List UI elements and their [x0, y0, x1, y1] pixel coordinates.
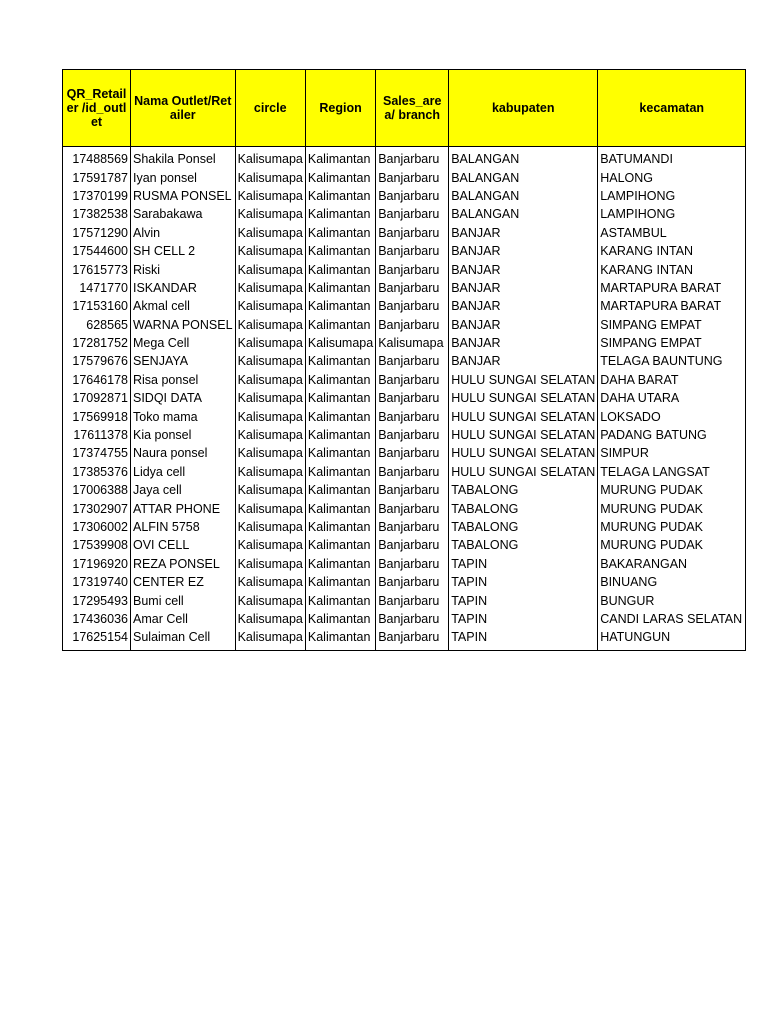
col-header-region: Region — [305, 70, 375, 147]
outlet-name-cell: Akmal cell — [131, 297, 236, 315]
qr-retailer-cell: 17591787 — [63, 168, 131, 186]
region-cell: Kalimantan — [305, 260, 375, 278]
table-row — [63, 518, 746, 536]
kecamatan-cell: MURUNG PUDAK — [598, 518, 746, 536]
table-row — [63, 297, 746, 315]
table-row — [63, 187, 746, 205]
sales-area-cell: Kalisumapa — [376, 334, 449, 352]
outlet-name-cell: Riski — [131, 260, 236, 278]
circle-cell: Kalisumapa — [235, 279, 305, 297]
region-cell: Kalimantan — [305, 242, 375, 260]
kecamatan-cell: DAHA BARAT — [598, 371, 746, 389]
kabupaten-cell: TABALONG — [449, 518, 598, 536]
header-row — [63, 70, 746, 147]
kecamatan-cell: MARTAPURA BARAT — [598, 279, 746, 297]
sales-area-cell: Banjarbaru — [376, 463, 449, 481]
circle-cell: Kalisumapa — [235, 407, 305, 425]
region-cell: Kalimantan — [305, 279, 375, 297]
sales-area-cell: Banjarbaru — [376, 628, 449, 651]
kabupaten-cell: TAPIN — [449, 591, 598, 609]
kabupaten-cell: TAPIN — [449, 555, 598, 573]
qr-retailer-cell: 17579676 — [63, 352, 131, 370]
sales-area-cell: Banjarbaru — [376, 297, 449, 315]
outlet-name-cell: Toko mama — [131, 407, 236, 425]
qr-retailer-cell: 17382538 — [63, 205, 131, 223]
kecamatan-cell: ASTAMBUL — [598, 224, 746, 242]
kabupaten-cell: TABALONG — [449, 481, 598, 499]
circle-cell: Kalisumapa — [235, 444, 305, 462]
table-row — [63, 463, 746, 481]
col-header-nama-outlet: Nama Outlet/Retailer — [131, 70, 236, 147]
sales-area-cell: Banjarbaru — [376, 224, 449, 242]
qr-retailer-cell: 17646178 — [63, 371, 131, 389]
qr-retailer-cell: 17571290 — [63, 224, 131, 242]
region-cell: Kalimantan — [305, 389, 375, 407]
table-row — [63, 168, 746, 186]
kabupaten-cell: TABALONG — [449, 536, 598, 554]
qr-retailer-cell: 17611378 — [63, 426, 131, 444]
kecamatan-cell: SIMPANG EMPAT — [598, 334, 746, 352]
sales-area-cell: Banjarbaru — [376, 591, 449, 609]
circle-cell: Kalisumapa — [235, 591, 305, 609]
kecamatan-cell: KARANG INTAN — [598, 242, 746, 260]
qr-retailer-cell: 17153160 — [63, 297, 131, 315]
region-cell: Kalimantan — [305, 573, 375, 591]
outlet-name-cell: SENJAYA — [131, 352, 236, 370]
sales-area-cell: Banjarbaru — [376, 573, 449, 591]
region-cell: Kalimantan — [305, 316, 375, 334]
outlet-name-cell: Lidya cell — [131, 463, 236, 481]
kabupaten-cell: HULU SUNGAI SELATAN — [449, 407, 598, 425]
sales-area-cell: Banjarbaru — [376, 426, 449, 444]
circle-cell: Kalisumapa — [235, 610, 305, 628]
kabupaten-cell: TABALONG — [449, 499, 598, 517]
outlet-name-cell: Iyan ponsel — [131, 168, 236, 186]
region-cell: Kalimantan — [305, 610, 375, 628]
kabupaten-cell: BANJAR — [449, 279, 598, 297]
circle-cell: Kalisumapa — [235, 224, 305, 242]
table-row — [63, 150, 746, 168]
qr-retailer-cell: 17281752 — [63, 334, 131, 352]
outlet-name-cell: Amar Cell — [131, 610, 236, 628]
sales-area-cell: Banjarbaru — [376, 389, 449, 407]
kecamatan-cell: BUNGUR — [598, 591, 746, 609]
region-cell: Kalimantan — [305, 536, 375, 554]
circle-cell: Kalisumapa — [235, 316, 305, 334]
qr-retailer-cell: 17625154 — [63, 628, 131, 651]
table-row — [63, 316, 746, 334]
table-row — [63, 224, 746, 242]
region-cell: Kalimantan — [305, 499, 375, 517]
qr-retailer-cell: 17295493 — [63, 591, 131, 609]
kabupaten-cell: HULU SUNGAI SELATAN — [449, 389, 598, 407]
kabupaten-cell: TAPIN — [449, 628, 598, 651]
sales-area-cell: Banjarbaru — [376, 205, 449, 223]
outlet-name-cell: Naura ponsel — [131, 444, 236, 462]
table-row — [63, 481, 746, 499]
outlet-name-cell: OVI CELL — [131, 536, 236, 554]
qr-retailer-cell: 1471770 — [63, 279, 131, 297]
table-row — [63, 499, 746, 517]
col-header-kabupaten: kabupaten — [449, 70, 598, 147]
kecamatan-cell: LAMPIHONG — [598, 187, 746, 205]
circle-cell: Kalisumapa — [235, 518, 305, 536]
circle-cell: Kalisumapa — [235, 297, 305, 315]
kecamatan-cell: MURUNG PUDAK — [598, 536, 746, 554]
kabupaten-cell: BANJAR — [449, 334, 598, 352]
sales-area-cell: Banjarbaru — [376, 518, 449, 536]
kabupaten-cell: HULU SUNGAI SELATAN — [449, 371, 598, 389]
kabupaten-cell: BANJAR — [449, 224, 598, 242]
region-cell: Kalimantan — [305, 426, 375, 444]
kecamatan-cell: CANDI LARAS SELATAN — [598, 610, 746, 628]
sales-area-cell: Banjarbaru — [376, 371, 449, 389]
outlet-name-cell: SH CELL 2 — [131, 242, 236, 260]
sales-area-cell: Banjarbaru — [376, 316, 449, 334]
kecamatan-cell: PADANG BATUNG — [598, 426, 746, 444]
kecamatan-cell: BINUANG — [598, 573, 746, 591]
sales-area-cell: Banjarbaru — [376, 499, 449, 517]
kecamatan-cell: BATUMANDI — [598, 150, 746, 168]
region-cell: Kalimantan — [305, 187, 375, 205]
kabupaten-cell: BANJAR — [449, 316, 598, 334]
sales-area-cell: Banjarbaru — [376, 279, 449, 297]
table-row — [63, 555, 746, 573]
region-cell: Kalimantan — [305, 481, 375, 499]
region-cell: Kalimantan — [305, 224, 375, 242]
sales-area-cell: Banjarbaru — [376, 536, 449, 554]
circle-cell: Kalisumapa — [235, 463, 305, 481]
kabupaten-cell: TAPIN — [449, 573, 598, 591]
qr-retailer-cell: 17370199 — [63, 187, 131, 205]
kabupaten-cell: BALANGAN — [449, 168, 598, 186]
qr-retailer-cell: 17306002 — [63, 518, 131, 536]
kabupaten-cell: BALANGAN — [449, 150, 598, 168]
outlet-name-cell: Shakila Ponsel — [131, 150, 236, 168]
circle-cell: Kalisumapa — [235, 371, 305, 389]
qr-retailer-cell: 17092871 — [63, 389, 131, 407]
qr-retailer-cell: 17436036 — [63, 610, 131, 628]
outlet-name-cell: SIDQI DATA — [131, 389, 236, 407]
region-cell: Kalimantan — [305, 168, 375, 186]
kecamatan-cell: MURUNG PUDAK — [598, 499, 746, 517]
circle-cell: Kalisumapa — [235, 205, 305, 223]
region-cell: Kalimantan — [305, 150, 375, 168]
kabupaten-cell: BALANGAN — [449, 205, 598, 223]
kabupaten-cell: BANJAR — [449, 260, 598, 278]
kabupaten-cell: BANJAR — [449, 297, 598, 315]
region-cell: Kalimantan — [305, 205, 375, 223]
kabupaten-cell: HULU SUNGAI SELATAN — [449, 463, 598, 481]
table-row — [63, 536, 746, 554]
qr-retailer-cell: 17488569 — [63, 150, 131, 168]
kecamatan-cell: TELAGA LANGSAT — [598, 463, 746, 481]
circle-cell: Kalisumapa — [235, 389, 305, 407]
circle-cell: Kalisumapa — [235, 628, 305, 651]
kabupaten-cell: BANJAR — [449, 242, 598, 260]
sales-area-cell: Banjarbaru — [376, 481, 449, 499]
kabupaten-cell: HULU SUNGAI SELATAN — [449, 444, 598, 462]
table-row — [63, 242, 746, 260]
kabupaten-cell: HULU SUNGAI SELATAN — [449, 426, 598, 444]
outlet-name-cell: ISKANDAR — [131, 279, 236, 297]
circle-cell: Kalisumapa — [235, 150, 305, 168]
qr-retailer-cell: 17006388 — [63, 481, 131, 499]
table-row — [63, 407, 746, 425]
region-cell: Kalisumapa — [305, 334, 375, 352]
outlet-name-cell: ALFIN 5758 — [131, 518, 236, 536]
table-row — [63, 628, 746, 651]
kecamatan-cell: LAMPIHONG — [598, 205, 746, 223]
sales-area-cell: Banjarbaru — [376, 352, 449, 370]
outlet-name-cell: Alvin — [131, 224, 236, 242]
outlet-name-cell: ATTAR PHONE — [131, 499, 236, 517]
table-row — [63, 352, 746, 370]
outlet-name-cell: Risa ponsel — [131, 371, 236, 389]
circle-cell: Kalisumapa — [235, 168, 305, 186]
kecamatan-cell: DAHA UTARA — [598, 389, 746, 407]
qr-retailer-cell: 17569918 — [63, 407, 131, 425]
kabupaten-cell: TAPIN — [449, 610, 598, 628]
qr-retailer-cell: 17374755 — [63, 444, 131, 462]
table-row — [63, 573, 746, 591]
table-row — [63, 371, 746, 389]
kabupaten-cell: BANJAR — [449, 352, 598, 370]
outlet-name-cell: REZA PONSEL — [131, 555, 236, 573]
sales-area-cell: Banjarbaru — [376, 150, 449, 168]
region-cell: Kalimantan — [305, 591, 375, 609]
region-cell: Kalimantan — [305, 352, 375, 370]
table-row — [63, 279, 746, 297]
col-header-qr-retailer: QR_Retailer /id_outlet — [63, 70, 131, 147]
circle-cell: Kalisumapa — [235, 499, 305, 517]
sales-area-cell: Banjarbaru — [376, 555, 449, 573]
qr-retailer-cell: 17319740 — [63, 573, 131, 591]
region-cell: Kalimantan — [305, 555, 375, 573]
region-cell: Kalimantan — [305, 371, 375, 389]
table-row — [63, 426, 746, 444]
kecamatan-cell: SIMPUR — [598, 444, 746, 462]
sales-area-cell: Banjarbaru — [376, 168, 449, 186]
qr-retailer-cell: 17302907 — [63, 499, 131, 517]
qr-retailer-cell: 17385376 — [63, 463, 131, 481]
table-row — [63, 591, 746, 609]
circle-cell: Kalisumapa — [235, 573, 305, 591]
circle-cell: Kalisumapa — [235, 352, 305, 370]
qr-retailer-cell: 17196920 — [63, 555, 131, 573]
region-cell: Kalimantan — [305, 463, 375, 481]
outlet-name-cell: Bumi cell — [131, 591, 236, 609]
qr-retailer-cell: 17539908 — [63, 536, 131, 554]
col-header-kecamatan: kecamatan — [598, 70, 746, 147]
region-cell: Kalimantan — [305, 407, 375, 425]
circle-cell: Kalisumapa — [235, 260, 305, 278]
outlet-table — [62, 69, 746, 651]
kecamatan-cell: BAKARANGAN — [598, 555, 746, 573]
qr-retailer-cell: 17615773 — [63, 260, 131, 278]
outlet-name-cell: Kia ponsel — [131, 426, 236, 444]
qr-retailer-cell: 628565 — [63, 316, 131, 334]
circle-cell: Kalisumapa — [235, 426, 305, 444]
qr-retailer-cell: 17544600 — [63, 242, 131, 260]
table-row — [63, 260, 746, 278]
col-header-sales-area: Sales_area/ branch — [376, 70, 449, 147]
circle-cell: Kalisumapa — [235, 242, 305, 260]
outlet-name-cell: Jaya cell — [131, 481, 236, 499]
kecamatan-cell: LOKSADO — [598, 407, 746, 425]
circle-cell: Kalisumapa — [235, 187, 305, 205]
table-row — [63, 389, 746, 407]
table-body — [63, 147, 746, 651]
outlet-name-cell: Sulaiman Cell — [131, 628, 236, 651]
circle-cell: Kalisumapa — [235, 536, 305, 554]
outlet-name-cell: CENTER EZ — [131, 573, 236, 591]
region-cell: Kalimantan — [305, 628, 375, 651]
kecamatan-cell: MURUNG PUDAK — [598, 481, 746, 499]
sales-area-cell: Banjarbaru — [376, 444, 449, 462]
outlet-name-cell: RUSMA PONSEL — [131, 187, 236, 205]
kecamatan-cell: SIMPANG EMPAT — [598, 316, 746, 334]
col-header-circle: circle — [235, 70, 305, 147]
kabupaten-cell: BALANGAN — [449, 187, 598, 205]
circle-cell: Kalisumapa — [235, 334, 305, 352]
table-row — [63, 610, 746, 628]
table-row — [63, 205, 746, 223]
table-row — [63, 334, 746, 352]
sales-area-cell: Banjarbaru — [376, 407, 449, 425]
outlet-name-cell: Mega Cell — [131, 334, 236, 352]
region-cell: Kalimantan — [305, 297, 375, 315]
outlet-name-cell: WARNA PONSEL — [131, 316, 236, 334]
region-cell: Kalimantan — [305, 518, 375, 536]
kecamatan-cell: TELAGA BAUNTUNG — [598, 352, 746, 370]
sales-area-cell: Banjarbaru — [376, 187, 449, 205]
outlet-name-cell: Sarabakawa — [131, 205, 236, 223]
region-cell: Kalimantan — [305, 444, 375, 462]
sales-area-cell: Banjarbaru — [376, 242, 449, 260]
table-row — [63, 444, 746, 462]
kecamatan-cell: MARTAPURA BARAT — [598, 297, 746, 315]
sales-area-cell: Banjarbaru — [376, 610, 449, 628]
kecamatan-cell: KARANG INTAN — [598, 260, 746, 278]
circle-cell: Kalisumapa — [235, 481, 305, 499]
sales-area-cell: Banjarbaru — [376, 260, 449, 278]
kecamatan-cell: HATUNGUN — [598, 628, 746, 651]
kecamatan-cell: HALONG — [598, 168, 746, 186]
circle-cell: Kalisumapa — [235, 555, 305, 573]
